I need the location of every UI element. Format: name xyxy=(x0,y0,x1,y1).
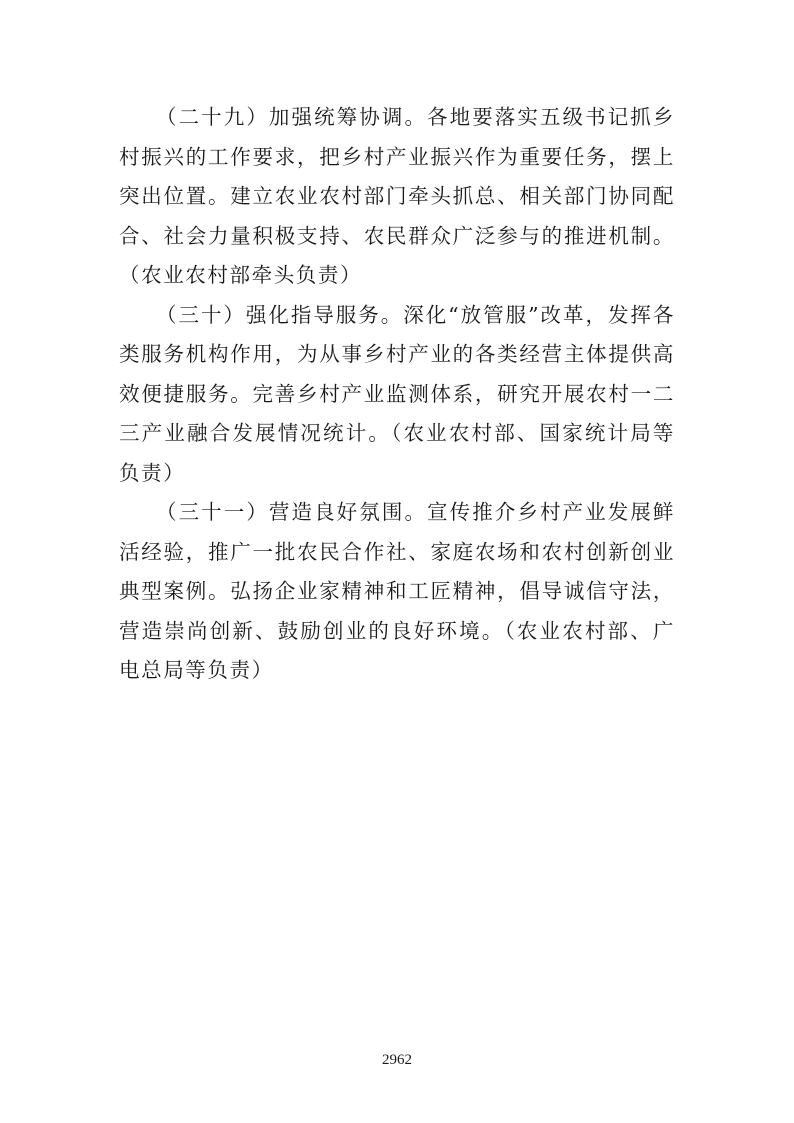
paragraph-30-heading: （三十）强化指导服务。 xyxy=(156,302,404,327)
paragraph-29-text: 各地要落实五级书记抓乡村振兴的工作要求，把乡村产业振兴作为重要任务，摆上突出位置。建立农业农村部门牵头抓总、相关部门协同配合、社会力量积极支持、农民群众广泛参与的推进机制。（农业农村部牵头负责） xyxy=(119,105,675,287)
paragraph-31-heading: （三十一）营造良好氛围。 xyxy=(156,500,428,524)
page-number: 2962 xyxy=(382,1052,412,1068)
paragraph-29 xyxy=(119,98,675,296)
paragraph-29-heading: （二十九）加强统筹协调。 xyxy=(156,105,428,129)
paragraph-30 xyxy=(119,296,675,494)
paragraph-31-text: 宣传推介乡村产业发展鲜活经验，推广一批农民合作社、家庭农场和农村创新创业典型案例。弘扬企业家精神和工匠精神，倡导诚信守法，营造崇尚创新、鼓励创业的良好环境。（农业农村部、广电总局等负责） xyxy=(119,500,675,682)
document-body xyxy=(119,98,675,691)
paragraph-30-text: 深化“放管服”改革，发挥各类服务机构作用，为从事乡村产业的各类经营主体提供高效便捷服务。完善乡村产业监测体系，研究开展农村一二三产业融合发展情况统计。（农业农村部、国家统计局等负责） xyxy=(119,302,675,485)
paragraph-31 xyxy=(119,493,675,691)
